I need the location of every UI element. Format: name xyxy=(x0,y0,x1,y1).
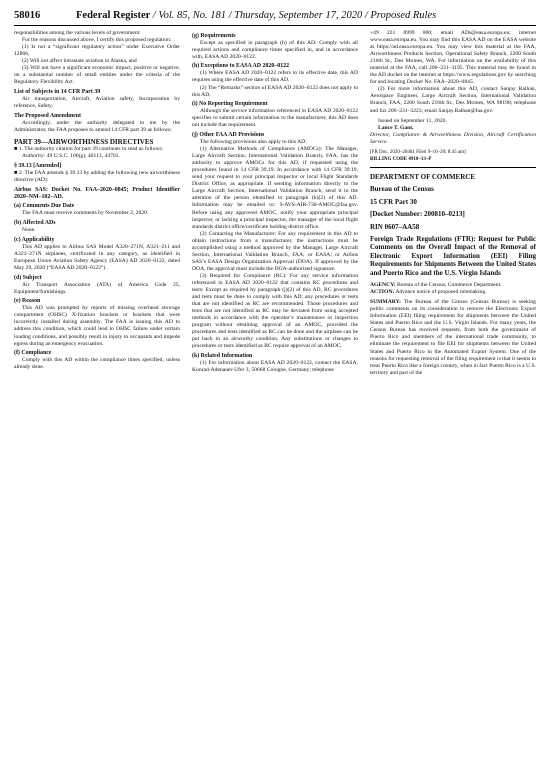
publication-name: Federal Register xyxy=(76,10,151,21)
section-heading: § 39.13 [Amended] xyxy=(14,162,62,169)
section-heading: (i) No Reporting Requirement xyxy=(192,101,268,108)
paragraph: (2) Will not affect intrastate aviation in Alaska, and xyxy=(22,58,137,65)
paragraph: Authority: 49 U.S.C. 106(g), 40113, 44701. xyxy=(22,153,120,160)
section-heading: (e) Reason xyxy=(14,298,41,305)
text-column-3 xyxy=(370,30,536,377)
page-number: 58016 xyxy=(14,10,41,21)
billing-code: BILLING CODE 4910–13–P xyxy=(370,156,432,162)
paragraph: This AD was prompted by reports of missing overhead stowage compartment (OHSC) X-fixation brackets or brackets that were incorrectly installed during assembly. The FAA is issuing this AD to address this condition, which could lead to OHSC failure under certain loading conditions, and possibly result in injury to occupants and impede egress during an emergency evacuation. xyxy=(14,305,180,347)
department-heading: DEPARTMENT OF COMMERCE xyxy=(370,167,536,182)
running-head: Federal Register / Vol. 85, No. 181 / Thursday, September 17, 2020 / Proposed Rules xyxy=(76,10,437,21)
section-heading: (k) Related Information xyxy=(192,353,253,360)
labeled-paragraph xyxy=(370,289,536,296)
paragraph: The FAA must receive comments by November 2, 2020. xyxy=(22,210,149,217)
major-heading: 15 CFR Part 30 xyxy=(370,197,417,206)
paragraph-text: The Bureau of the Census (Census Bureau) is seeking public comments on its consideration to remove the Electronic Export Information (EEI) filing requirement for shipments between the United States and Puerto Rico and the U.S. Virgin Islands. For many years, the Census Bureau has received requests, from both the government of Puerto Rico and members of the international trade community, to eliminate the requirement to file EEI for shipments between the United States and Puerto Rico in the Automated Export System. One of the reasons for requesting removal of the filing requirement is that it seems to treat Puerto Rico like a foreign country, when in fact Puerto Rico is a U.S. territory and part of the xyxy=(370,299,537,376)
issue-number: Vol. 85, No. 181 xyxy=(158,10,226,21)
paragraph: Except as specified in paragraph (h) of this AD: Comply with all required actions and compliance times specified in, and in accordance with, EASA AD 2020–0122. xyxy=(192,39,358,60)
signatory-title: Director, Compliance & Airworthiness Division, Aircraft Certification Service. xyxy=(370,131,536,145)
paragraph: This AD applies to Airbus SAS Model A320–271N, A321–211 and A321–271N airplanes, certificated in any category, as identified in European Union Aviation Safety Agency (EASA) AD 2020–0122, dated May 29, 2020 (“EASA AD 2020–0122”). xyxy=(14,243,180,271)
paragraph: ■ 2. The FAA amends § 39.13 by adding the following new airworthiness directive (AD): xyxy=(14,169,180,184)
paragraph: Issued on September 11, 2020. xyxy=(378,117,447,124)
paragraph: None. xyxy=(22,227,36,234)
section-heading: (b) Affected ADs xyxy=(14,220,56,227)
paragraph-label: ACTION: xyxy=(370,289,395,296)
section-heading: (j) Other FAA AD Provisions xyxy=(192,131,265,138)
paragraph: (2) For more information about this AD, contact Sanjay Ralhan, Aerospace Engineer, Large Aircraft Section, International Validation Branch, FAA, 2200 South 216th St., Des Moines, WA 98198; telephone and fax 206–231–3223; email Sanjay.Ralhan@faa.gov. xyxy=(370,86,536,114)
paragraph-label: SUMMARY: xyxy=(370,299,401,306)
section-heading: (f) Compliance xyxy=(14,350,52,357)
labeled-paragraph xyxy=(370,299,536,377)
issue-date: Thursday, September 17, 2020 xyxy=(234,10,363,21)
paragraph: Accordingly, under the authority delegated to me by the Administrator, the FAA proposes to amend 14 CFR part 39 as follows: xyxy=(14,119,180,133)
paragraph: Air Transport Association (ATA) of America Code 25, Equipment/furnishings. xyxy=(14,281,180,295)
paragraph: (2) Contacting the Manufacturer: For any requirement in this AD to obtain instructions from a manufacturer, the instructions must be accomplished using a method approved by the Manager, Large Aircraft Section, International Validation Branch, FAA; or EASA; or Airbus SAS’s EASA Design Organization Approval (DOA). If approved by the DOA, the approval must include the DOA-authorized signature. xyxy=(192,230,358,272)
major-heading: Foreign Trade Regulations (FTR): Request for Public Comments on the Overall Impact of the Removal of Electronic Export Information (EEI) Filing Requirements for Shipments Between the United States and Puerto Rico and the U.S. Virgin Islands xyxy=(370,235,536,277)
paragraph: ■ 1. The authority citation for part 39 continues to read as follows: xyxy=(14,146,164,153)
page-header xyxy=(14,8,536,26)
paragraph: (1) Is not a “significant regulatory action” under Executive Order 12866, xyxy=(14,44,180,58)
section-heading: (c) Applicability xyxy=(14,236,55,243)
section-heading: (a) Comments Due Date xyxy=(14,203,75,210)
fr-doc-line: [FR Doc. 2020–20481 Filed 9–16–20; 8:45 am] xyxy=(370,149,466,155)
paragraph: (3) Will not have a significant economic impact, positive or negative, on a substantial number of small entities under the criteria of the Regulatory Flexibility Act. xyxy=(14,65,180,86)
paragraph: Although the service information referenced in EASA AD 2020–0122 specifies to submit certain information to the manufacturer, this AD does not include that requirement. xyxy=(192,108,358,129)
paragraph: (1) For information about EASA AD 2020–0122, contact the EASA, Konrad-Adenauer-Ufer 3, 50668 Cologne, Germany; telephone xyxy=(192,360,358,374)
section-heading: (g) Requirements xyxy=(192,32,236,39)
major-heading: [Docket Number: 200810–0213] xyxy=(370,210,465,219)
major-heading: PART 39—AIRWORTHINESS DIRECTIVES xyxy=(14,137,154,146)
paragraph: (3) Required for Compliance (RC): For any service information referenced in EASA AD 2020–0122 that contains RC procedures and tests: Except as required by paragraph (j)(2) of this AD, RC procedures and tests must be done to comply with this AD; any procedures or tests that are not identified as RC are recommended. Those procedures and tests that are not identified as RC may be deviated from using accepted methods in accordance with the operator’s maintenance or inspection program without obtaining approval of an AMOC, provided the procedures and tests identified as RC can be done and the airplane can be put back in an airworthy condition. Any substitutions or changes to procedures or tests identified as RC require approval of an AMOC. xyxy=(192,272,358,350)
paragraph: +49 221 8999 000; email ADs@easa.europa.eu; internet www.easa.europa.eu. You may find this EASA AD on the EASA website at https://ad.easa.europa.eu. You may view this material at the FAA, Airworthiness Products Section, Operational Safety Branch, 2200 South 216th St., Des Moines, WA. For information on the availability of this material at the FAA, call 206–231–3195. This material may be found in the AD docket on the internet at https://www.regulations.gov by searching for and locating Docket No. FAA–2020–0845. xyxy=(370,30,537,86)
paragraph-text: Bureau of the Census, Commerce Department. xyxy=(397,282,502,289)
paragraph: The following provisions also apply to this AD: xyxy=(200,139,307,146)
paragraph-label: AGENCY: xyxy=(370,282,396,289)
text-column-2 xyxy=(192,30,358,374)
text-column-1 xyxy=(14,30,180,371)
paragraph: (1) Where EASA AD 2020–0122 refers to its effective date, this AD requires using the effective date of this AD. xyxy=(192,70,358,84)
paragraph: Comply with this AD within the compliance times specified, unless already done. xyxy=(14,357,180,371)
paragraph: Air transportation, Aircraft, Aviation safety, Incorporation by reference, Safety. xyxy=(14,96,180,110)
section-heading: List of Subjects in 14 CFR Part 39 xyxy=(14,88,101,95)
paragraph: responsibilities among the various levels of government. xyxy=(14,30,141,36)
signatory-name: Lance T. Gant, xyxy=(378,124,414,131)
paragraph: (2) The “Remarks” section of EASA AD 2020–0122 does not apply to this AD. xyxy=(192,84,358,98)
paragraph-text: Advance notice of proposed rulemaking. xyxy=(395,289,487,296)
paragraph: For the reasons discussed above, I certify this proposed regulation: xyxy=(22,37,172,44)
section-name: Proposed Rules xyxy=(370,10,437,21)
section-heading: Airbus SAS: Docket No. FAA–2020–0845; Product Identifier 2020–NM–102–AD. xyxy=(14,186,180,200)
section-heading: The Proposed Amendment xyxy=(14,112,81,119)
paragraph: (1) Alternative Methods of Compliance (AMOCs): The Manager, Large Aircraft Section, International Validation Branch, FAA, has the authority to approve AMOCs for this AD, if requested using the procedures found in 14 CFR 39.19. In accordance with 14 CFR 39.19, send your request to your principal inspector or local Flight Standards District Office, as appropriate. If sending information directly to the Large Aircraft Section, International Validation Branch, send it to the attention of the person identified in paragraph (k)(2) of this AD. Information may be emailed to: 9-AVS-AIR-730-AMOC@faa.gov. Before using any approved AMOC, notify your appropriate principal inspector, or lacking a principal inspector, the manager of the local flight standards district office/certificate holding district office. xyxy=(192,146,358,230)
section-heading: (d) Subject xyxy=(14,274,42,281)
major-heading: Bureau of the Census xyxy=(370,185,434,194)
major-heading: RIN 0607–AA58 xyxy=(370,222,420,231)
section-heading: (h) Exceptions to EASA AD 2020–0122 xyxy=(192,63,290,70)
